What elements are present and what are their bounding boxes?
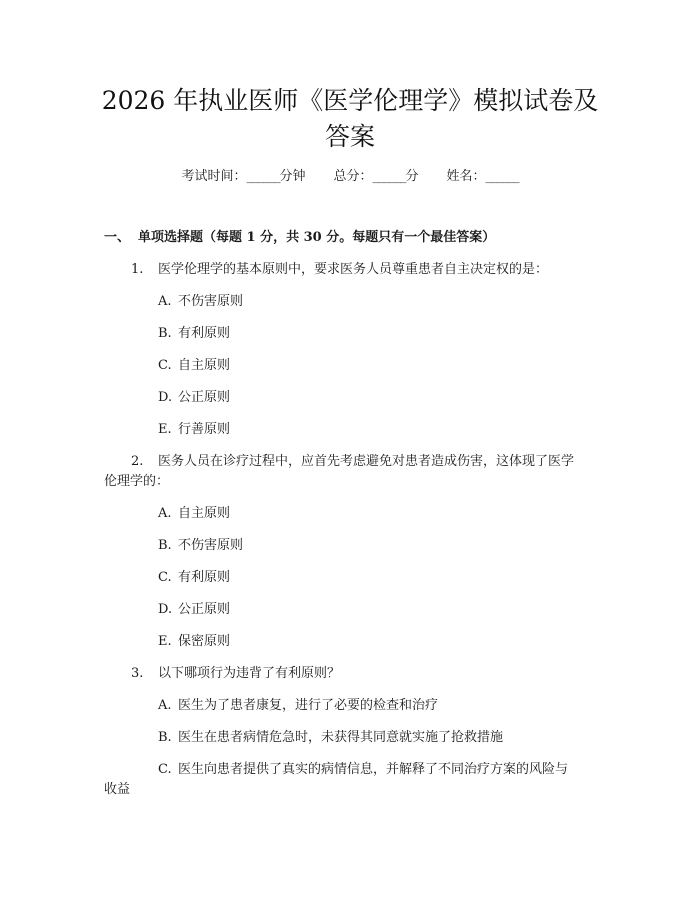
option-letter: A.	[158, 294, 172, 309]
question-text-continued: 伦理学的：	[104, 474, 170, 489]
option-row	[158, 728, 503, 748]
question-text: 以下哪项行为违背了有利原则？	[158, 666, 341, 681]
question-2	[131, 452, 574, 472]
option-text: 公正原则	[178, 602, 231, 617]
option-text: 有利原则	[178, 570, 231, 585]
option-row	[158, 356, 230, 376]
question-number: 2.	[131, 454, 144, 469]
exam-time-unit: 分钟	[279, 169, 306, 184]
option-row	[158, 696, 438, 716]
option-row	[158, 292, 243, 312]
option-text-continued: 收益	[104, 782, 131, 797]
option-letter: B.	[158, 326, 172, 341]
option-letter: E.	[158, 634, 172, 649]
option-text: 保密原则	[178, 634, 231, 649]
option-text: 医生在患者病情危急时，未获得其同意就实施了抢救措施	[178, 730, 504, 745]
option-row	[158, 632, 230, 652]
option-row	[158, 568, 230, 588]
option-text: 有利原则	[178, 326, 231, 341]
total-score-label: 总分：	[333, 169, 373, 184]
option-letter: E.	[158, 422, 172, 437]
option-row	[158, 504, 230, 524]
option-row	[158, 760, 568, 780]
question-number: 1.	[131, 262, 144, 277]
exam-time-blank: ______	[246, 169, 280, 184]
option-row	[158, 420, 230, 440]
option-text: 行善原则	[178, 422, 231, 437]
section-number: 一、	[104, 230, 131, 245]
option-letter: A.	[158, 698, 172, 713]
option-text: 医生向患者提供了真实的病情信息，并解释了不同治疗方案的风险与	[178, 762, 569, 777]
exam-info-row	[0, 168, 700, 186]
exam-time-field	[181, 168, 305, 186]
option-letter: C.	[158, 358, 172, 373]
section-heading	[104, 228, 495, 248]
option-letter: C.	[158, 570, 172, 585]
total-score-blank: ______	[372, 169, 406, 184]
option-letter: B.	[158, 538, 172, 553]
option-letter: D.	[158, 602, 173, 617]
option-row	[158, 536, 243, 556]
section-heading-text: 单项选择题（每题 1 分，共 30 分。每题只有一个最佳答案）	[138, 230, 496, 245]
option-text: 自主原则	[178, 358, 231, 373]
student-name-field	[447, 168, 519, 186]
question-1	[131, 260, 548, 280]
option-text: 公正原则	[178, 390, 231, 405]
total-score-unit: 分	[405, 169, 419, 184]
exam-time-label: 考试时间：	[181, 169, 247, 184]
option-letter: B.	[158, 730, 172, 745]
option-text: 不伤害原则	[178, 538, 244, 553]
option-letter: D.	[158, 390, 173, 405]
document-title-line-2: 答案	[324, 122, 375, 151]
option-letter: C.	[158, 762, 172, 777]
option-row	[158, 600, 230, 620]
question-text: 医务人员在诊疗过程中，应首先考虑避免对患者造成伤害，这体现了医学	[158, 454, 575, 469]
student-name-label: 姓名：	[446, 169, 486, 184]
student-name-blank: ______	[485, 169, 519, 184]
question-number: 3.	[131, 666, 144, 681]
total-score-field	[333, 168, 418, 186]
option-text: 自主原则	[178, 506, 231, 521]
option-text: 不伤害原则	[178, 294, 244, 309]
option-letter: A.	[158, 506, 172, 521]
question-3	[131, 664, 340, 684]
option-text: 医生为了患者康复，进行了必要的检查和治疗	[178, 698, 439, 713]
option-row	[158, 388, 230, 408]
question-text: 医学伦理学的基本原则中，要求医务人员尊重患者自主决定权的是：	[158, 262, 549, 277]
option-row	[158, 324, 230, 344]
document-title-line-1: 2026 年执业医师《医学伦理学》模拟试卷及	[101, 86, 599, 115]
